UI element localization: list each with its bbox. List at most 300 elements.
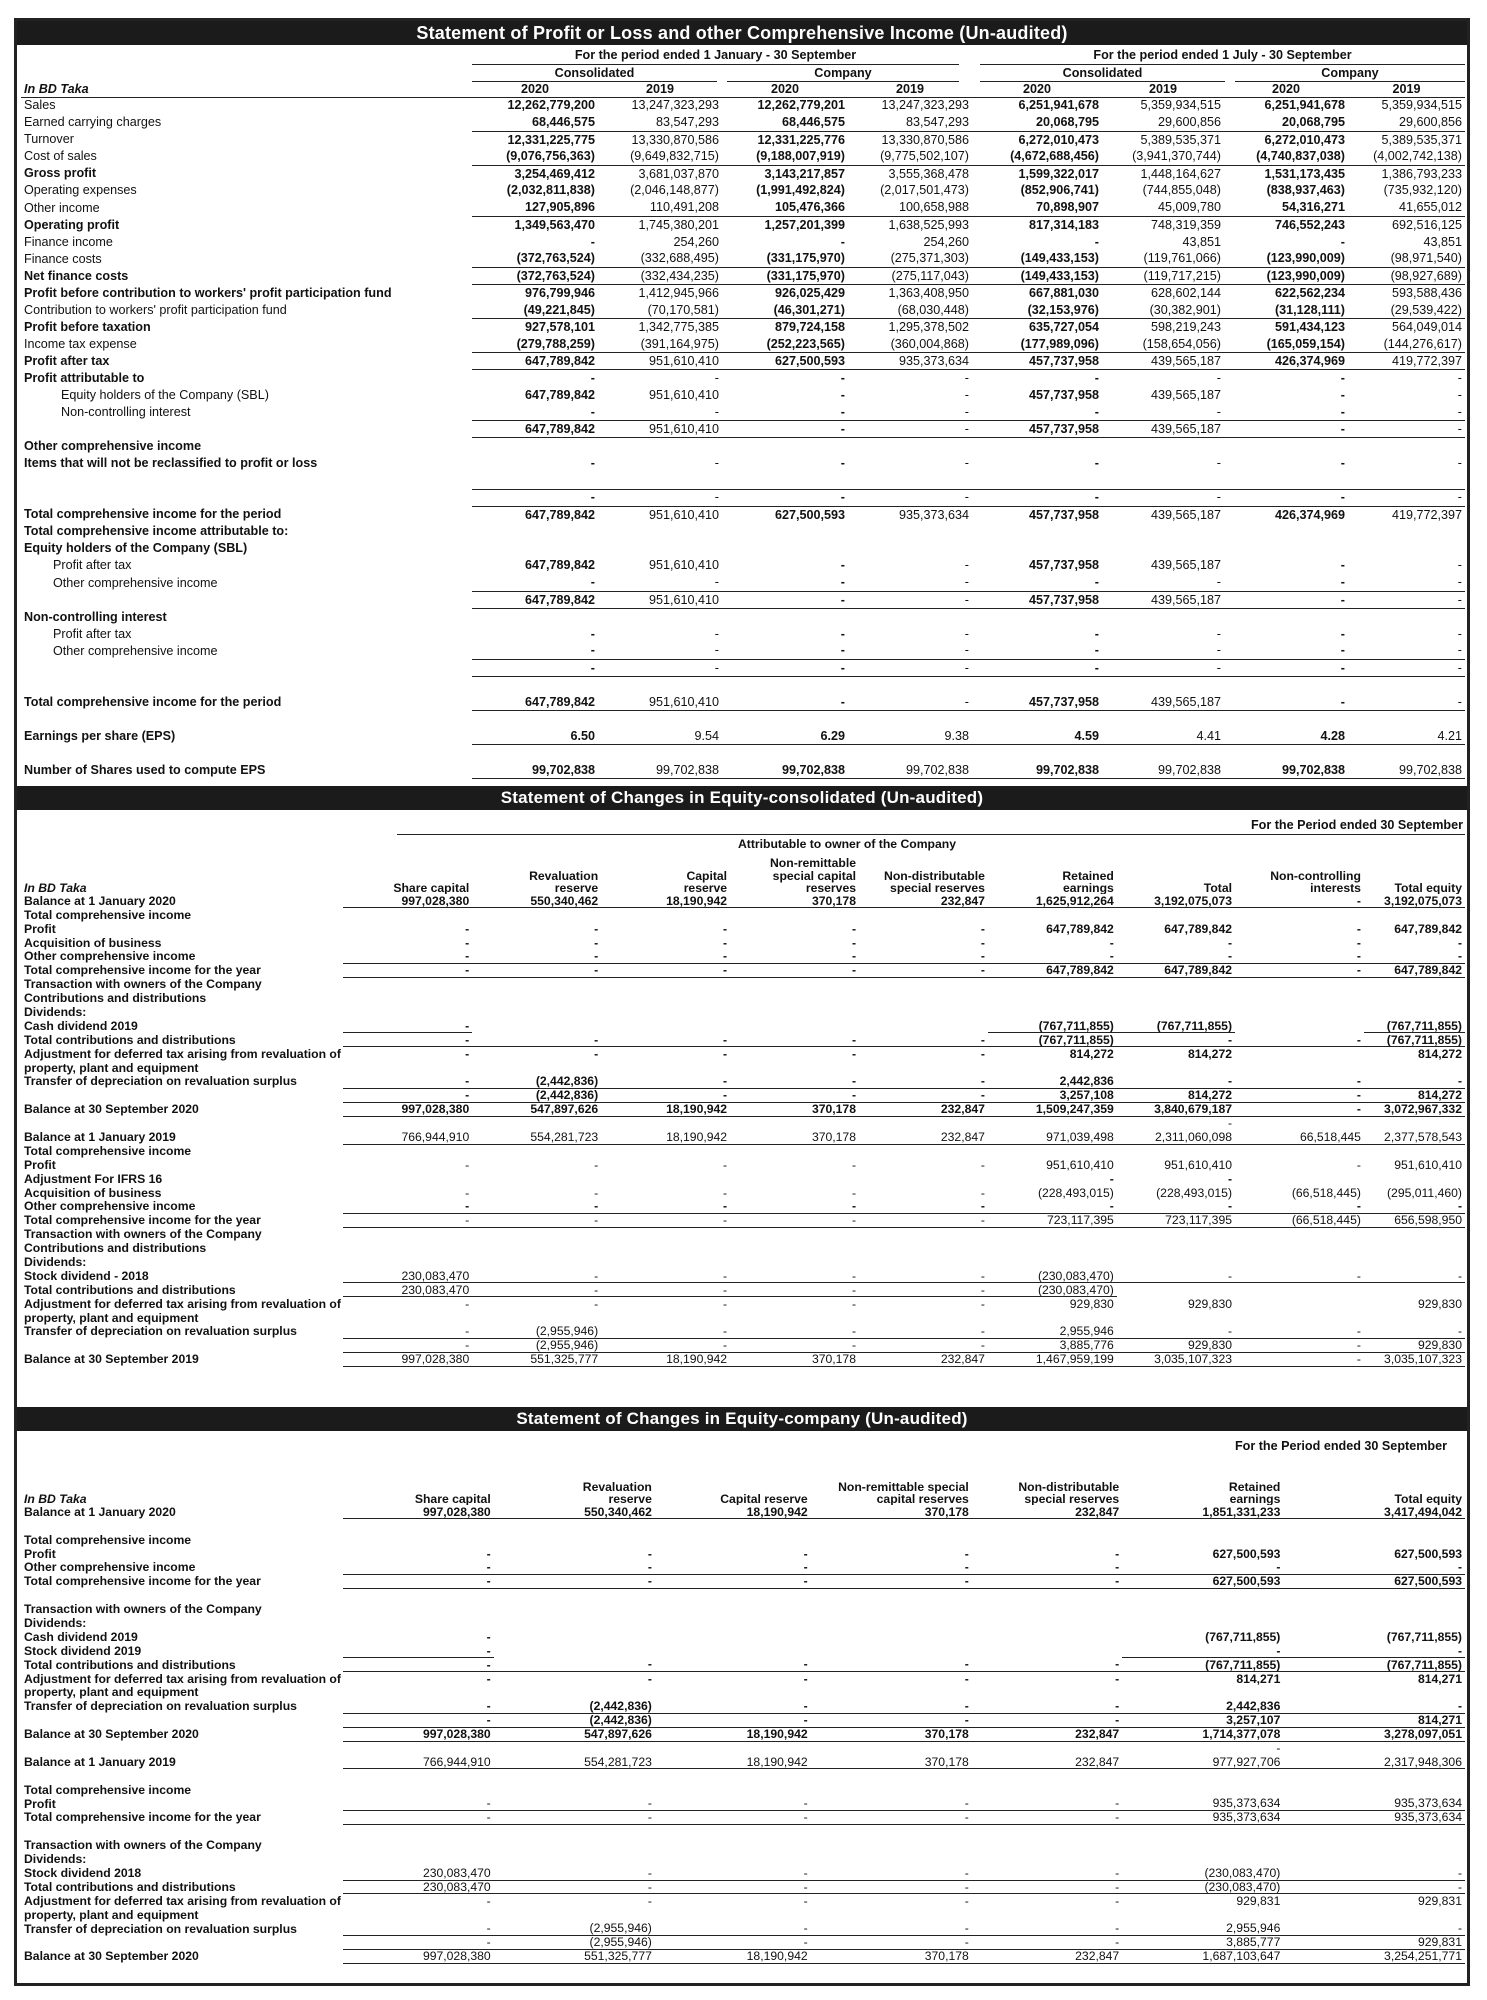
value-cell: 232,847 [972, 1505, 1122, 1519]
value-cell: 12,331,225,776 [757, 132, 845, 147]
value-cell: - [594, 1157, 599, 1172]
value-cell: - [601, 1213, 730, 1227]
value-cell: - [722, 660, 848, 677]
table-row [21, 950, 1465, 964]
table-row [21, 894, 1465, 908]
value-cell: (360,004,868) [848, 336, 972, 353]
value-cell [1235, 1311, 1364, 1325]
value-cell: - [343, 1213, 472, 1227]
value-cell: - [343, 1713, 493, 1727]
value-cell: 99,702,838 [972, 762, 1102, 779]
row-label: Number of Shares used to compute EPS [24, 763, 266, 778]
value-cell: - [1283, 1922, 1465, 1936]
value-cell: - [964, 388, 969, 403]
row-label: Earnings per share (EPS) [24, 728, 176, 743]
row-label: Non-controlling interest [61, 405, 191, 420]
value-cell [972, 1824, 1122, 1838]
table-row [21, 336, 1465, 353]
value-cell: 439,565,187 [1102, 353, 1224, 370]
value-cell [655, 1644, 811, 1658]
table-row [21, 1727, 1465, 1741]
value-cell: - [811, 1699, 972, 1713]
row-label: Total contributions and distributions [24, 1282, 236, 1297]
value-cell: 627,500,593 [1394, 1546, 1462, 1561]
table-row [21, 1200, 1465, 1214]
value-cell [811, 1519, 972, 1533]
value-cell [811, 1783, 972, 1797]
value-cell: - [494, 1561, 655, 1575]
value-cell: - [803, 1894, 808, 1908]
value-cell: - [1283, 1866, 1465, 1880]
value-cell: 18,190,942 [655, 1727, 811, 1741]
table-row [21, 233, 1465, 250]
value-cell: 110,491,208 [598, 199, 722, 216]
value-cell: 951,610,410 [1164, 1157, 1233, 1172]
value-cell: (331,175,970) [722, 267, 848, 284]
value-cell [1117, 1241, 1235, 1255]
value-cell: 1,714,377,078 [1122, 1727, 1283, 1741]
value-cell: (2,955,946) [472, 1339, 601, 1353]
pl-year-header: 2020 [722, 82, 848, 97]
table-row [21, 1838, 1465, 1852]
value-cell [848, 472, 972, 489]
row-label [21, 1339, 343, 1353]
value-cell [1364, 1116, 1465, 1130]
value-cell: - [1457, 626, 1462, 641]
value-cell: - [598, 660, 722, 677]
value-cell [494, 1686, 655, 1700]
value-cell: - [472, 1283, 601, 1297]
value-cell: - [972, 1574, 1122, 1588]
value-cell: (2,442,836) [472, 1075, 601, 1089]
value-cell: 439,565,187 [1102, 694, 1224, 711]
table-row [21, 1519, 1465, 1533]
value-cell [655, 1519, 811, 1533]
table-row [21, 1297, 1465, 1311]
value-cell: - [465, 1296, 470, 1311]
value-cell: 3,035,107,323 [1117, 1352, 1235, 1366]
value-cell [1364, 977, 1465, 991]
value-cell: - [472, 489, 598, 506]
value-cell: (4,672,688,456) [972, 148, 1102, 165]
value-cell [848, 523, 972, 540]
value-cell: - [972, 1713, 1122, 1727]
value-cell [1235, 1255, 1364, 1269]
value-cell [343, 1241, 472, 1255]
value-cell [811, 1686, 972, 1700]
value-cell: 997,028,380 [343, 894, 472, 908]
value-cell: - [859, 963, 988, 977]
value-cell: - [1115, 1671, 1120, 1686]
value-cell: - [1122, 1561, 1283, 1575]
row-label: Total contributions and distributions [24, 1032, 236, 1047]
value-cell: 426,374,969 [1224, 506, 1348, 523]
value-cell [972, 1533, 1122, 1547]
value-cell: - [655, 1713, 811, 1727]
value-cell [1283, 1852, 1465, 1866]
table-row [21, 455, 1465, 472]
value-cell: 723,117,395 [1117, 1213, 1235, 1227]
value-cell [601, 908, 730, 922]
value-cell [1117, 1311, 1235, 1325]
value-cell: - [811, 1561, 972, 1575]
row-label: Profit after tax [24, 353, 110, 368]
table-row [21, 1644, 1465, 1658]
value-cell: 3,035,107,323 [1364, 1352, 1465, 1366]
value-cell: 647,789,842 [472, 421, 598, 438]
value-cell [1283, 1838, 1465, 1852]
value-cell [601, 991, 730, 1005]
value-cell: - [472, 1213, 601, 1227]
value-cell: - [840, 234, 845, 249]
row-label: Contribution to workers' profit participation fund [24, 302, 287, 317]
value-cell [343, 1255, 472, 1269]
value-cell: (66,518,445) [1291, 1185, 1361, 1200]
table-row [21, 1950, 1465, 1964]
value-cell [343, 1533, 493, 1547]
value-cell: - [1457, 388, 1462, 403]
value-cell [655, 1533, 811, 1547]
value-cell: 43,851 [1423, 234, 1462, 249]
pl-q3-consolidated-header: Consolidated [1062, 66, 1143, 80]
row-label: Total contributions and distributions [24, 1880, 236, 1894]
value-cell: - [1348, 591, 1465, 608]
row-label [21, 1088, 343, 1102]
value-cell: 667,881,030 [1028, 285, 1099, 300]
table-row [21, 991, 1465, 1005]
table-row [21, 1741, 1465, 1755]
value-cell: (2,442,836) [472, 1088, 601, 1102]
value-cell: - [343, 1797, 493, 1811]
table-row [21, 591, 1465, 608]
table-row [21, 1824, 1465, 1838]
value-cell: - [1235, 894, 1364, 908]
value-cell: - [859, 1339, 988, 1353]
value-cell [972, 1588, 1122, 1602]
value-cell [343, 1144, 472, 1158]
row-label: Profit before taxation [24, 319, 151, 334]
table-row [21, 1144, 1465, 1158]
row-label: Balance at 30 September 2020 [24, 1102, 199, 1117]
col-header: Retained earnings [1228, 1479, 1281, 1505]
value-cell [1348, 438, 1465, 455]
row-label: Profit after tax [53, 558, 132, 573]
value-cell: - [803, 1671, 808, 1686]
value-cell: (2,032,811,838) [506, 183, 595, 198]
value-cell: - [472, 963, 601, 977]
table-row [21, 523, 1465, 540]
value-cell [1224, 523, 1348, 540]
value-cell: - [972, 1922, 1122, 1936]
value-cell: 951,610,410 [598, 694, 722, 711]
value-cell [1235, 1005, 1364, 1019]
row-label: Stock dividend 2019 [24, 1643, 142, 1658]
value-cell: (98,927,689) [1348, 267, 1465, 284]
value-cell: 3,840,679,187 [1117, 1102, 1235, 1116]
table-row [21, 1797, 1465, 1811]
value-cell: - [723, 921, 728, 936]
value-cell: - [1216, 456, 1221, 471]
row-label: Adjustment for deferred tax arising from revaluation of [24, 1893, 341, 1908]
value-cell: (372,763,524) [472, 250, 598, 267]
value-cell: 457,737,958 [972, 591, 1102, 608]
value-cell [848, 438, 972, 455]
row-label [21, 1713, 343, 1727]
value-cell [494, 1588, 655, 1602]
row-label: Cost of sales [24, 149, 97, 164]
value-cell: 951,610,410 [1046, 1157, 1114, 1172]
row-label: Profit before contribution to workers' profit participation fund [24, 285, 392, 300]
value-cell: (9,076,756,363) [472, 148, 598, 165]
table-row [21, 387, 1465, 404]
row-label: Transfer of depreciation on revaluation surplus [24, 1699, 297, 1714]
value-cell [972, 1630, 1122, 1644]
value-cell [472, 1061, 601, 1075]
value-cell: - [1102, 574, 1224, 591]
value-cell [343, 1227, 472, 1241]
value-cell: - [1115, 1894, 1120, 1908]
value-cell [1348, 540, 1465, 557]
row-label: Transfer of depreciation on revaluation surplus [24, 1921, 297, 1936]
table-row [21, 660, 1465, 677]
value-cell: - [1348, 574, 1465, 591]
value-cell: (149,433,153) [972, 250, 1102, 267]
value-cell: 13,330,870,586 [881, 132, 969, 147]
financial-statement-page [14, 18, 1470, 1986]
row-label: Total comprehensive income [24, 1532, 192, 1547]
row-label: Balance at 1 January 2020 [24, 894, 176, 908]
value-cell [472, 608, 598, 625]
value-cell [1235, 1172, 1364, 1186]
value-cell: - [343, 1922, 493, 1936]
value-cell: - [1117, 1075, 1235, 1089]
col-header: Revaluation reserve [582, 1479, 652, 1505]
row-label: Net finance costs [24, 268, 129, 283]
value-cell: - [1356, 1157, 1361, 1172]
value-cell [343, 1005, 472, 1019]
row-label: Profit [24, 1546, 56, 1561]
value-cell [598, 608, 722, 625]
row-label: Total comprehensive income for the period [24, 507, 282, 522]
col-header: Non-distributable special reserves [1018, 1479, 1120, 1505]
value-cell: - [972, 1811, 1122, 1825]
value-cell [343, 1783, 493, 1797]
value-cell: - [465, 935, 470, 950]
ce-consolidated-header-row [21, 850, 1465, 894]
value-cell: (2,442,836) [494, 1699, 655, 1713]
value-cell [472, 523, 598, 540]
value-cell: - [1364, 1269, 1465, 1283]
value-cell: 18,190,942 [601, 1352, 730, 1366]
value-cell: 457,737,958 [972, 506, 1102, 523]
row-label [21, 489, 472, 506]
value-cell [1364, 1172, 1465, 1186]
value-cell [1117, 991, 1235, 1005]
value-cell: - [655, 1936, 811, 1950]
value-cell: - [590, 234, 595, 249]
table-row [21, 557, 1465, 574]
value-cell: (275,371,303) [848, 250, 972, 267]
value-cell: (767,711,855) [1117, 1019, 1235, 1033]
value-cell: 5,389,535,371 [1140, 132, 1221, 147]
value-cell: - [472, 1033, 601, 1047]
value-cell [972, 1644, 1122, 1658]
value-cell: - [859, 1325, 988, 1339]
value-cell: 3,192,075,073 [1117, 894, 1235, 908]
table-row [21, 1311, 1465, 1325]
value-cell: - [472, 1269, 601, 1283]
row-label: Total comprehensive income [24, 907, 192, 922]
table-row [21, 1547, 1465, 1561]
value-cell: 54,316,271 [1224, 199, 1348, 216]
value-cell: 814,272 [1417, 1046, 1462, 1061]
value-cell: 1,295,378,502 [888, 320, 969, 335]
value-cell: 5,389,535,371 [1381, 132, 1462, 147]
value-cell: 635,727,054 [1028, 320, 1099, 335]
value-cell [1117, 908, 1235, 922]
value-cell: - [655, 1866, 811, 1880]
value-cell: 83,547,293 [848, 114, 972, 131]
value-cell: (767,711,855) [1364, 1019, 1465, 1033]
value-cell: 99,702,838 [1348, 762, 1465, 779]
value-cell: - [1457, 935, 1462, 950]
row-label: Non-controlling interest [24, 609, 167, 624]
value-cell: 1,349,563,470 [514, 217, 595, 232]
value-cell [343, 1686, 493, 1700]
value-cell: 1,638,525,993 [888, 217, 969, 232]
value-cell: 647,789,842 [1394, 921, 1462, 936]
value-cell: 935,373,634 [848, 353, 972, 370]
value-cell: - [494, 1658, 655, 1672]
pl-currency-label: In BD Taka [21, 82, 472, 97]
value-cell: - [343, 1019, 472, 1033]
row-label [21, 591, 472, 608]
ce-company-table [21, 1461, 1465, 1964]
value-cell [655, 1616, 811, 1630]
value-cell: (735,932,120) [1383, 183, 1462, 198]
value-cell [1122, 1908, 1283, 1922]
value-cell [601, 1227, 730, 1241]
value-cell: - [1102, 643, 1224, 660]
value-cell: (391,164,975) [598, 336, 722, 353]
table-row [21, 1686, 1465, 1700]
table-row [21, 1852, 1465, 1866]
value-cell: 1,448,164,627 [1140, 166, 1221, 181]
value-cell: 457,737,958 [1028, 388, 1099, 403]
value-cell [1122, 1686, 1283, 1700]
table-row [21, 1130, 1465, 1144]
value-cell: 547,897,626 [494, 1727, 655, 1741]
value-cell: (9,188,007,919) [722, 148, 848, 165]
value-cell [472, 977, 601, 991]
value-cell: 370,178 [730, 894, 859, 908]
value-cell: - [730, 1213, 859, 1227]
value-cell [1235, 1283, 1364, 1297]
value-cell: - [655, 1797, 811, 1811]
table-row [21, 1630, 1465, 1644]
ce-company-period: For the Period ended 30 September [1234, 1439, 1447, 1453]
value-cell [811, 1533, 972, 1547]
value-cell [1283, 1519, 1465, 1533]
value-cell: - [1283, 1880, 1465, 1894]
value-cell: (230,083,470) [988, 1269, 1117, 1283]
value-cell [811, 1616, 972, 1630]
value-cell: - [1348, 489, 1465, 506]
value-cell: 564,049,014 [1391, 320, 1462, 335]
value-cell [1348, 608, 1465, 625]
value-cell [972, 540, 1102, 557]
value-cell [730, 1116, 859, 1130]
value-cell [859, 977, 988, 991]
value-cell [1122, 1616, 1283, 1630]
table-row [21, 1019, 1465, 1033]
value-cell: 723,117,395 [988, 1213, 1117, 1227]
value-cell: - [840, 371, 845, 386]
value-cell [1117, 1283, 1235, 1297]
value-cell: - [1235, 963, 1364, 977]
value-cell [601, 1172, 730, 1186]
row-label: Equity holders of the Company (SBL) [24, 541, 248, 556]
value-cell: - [980, 1185, 985, 1200]
table-row [21, 1047, 1465, 1061]
table-row [21, 936, 1465, 950]
row-label: Sales [24, 98, 56, 113]
value-cell [1235, 1061, 1364, 1075]
value-cell: 814,271 [1417, 1671, 1462, 1686]
pl-period-q3: For the period ended 1 July - 30 September [1093, 48, 1352, 62]
spacer-cell [21, 711, 1465, 728]
table-row [21, 762, 1465, 779]
pl-title: Statement of Profit or Loss and other Comprehensive Income (Un-audited) [17, 21, 1467, 45]
value-cell: - [594, 1296, 599, 1311]
value-cell [494, 1769, 655, 1783]
value-cell [859, 1116, 988, 1130]
value-cell [1117, 1255, 1235, 1269]
table-row [21, 574, 1465, 591]
value-cell [1364, 991, 1465, 1005]
value-cell [494, 1644, 655, 1658]
value-cell: - [1364, 1075, 1465, 1089]
value-cell: - [851, 1185, 856, 1200]
value-cell: - [1235, 1033, 1364, 1047]
value-cell: - [343, 1075, 472, 1089]
value-cell: 598,219,243 [1150, 320, 1221, 335]
value-cell: 66,518,445 [1235, 1130, 1364, 1144]
value-cell [972, 1741, 1122, 1755]
value-cell: - [1117, 950, 1235, 964]
value-cell: - [972, 1561, 1122, 1575]
value-cell [811, 1741, 972, 1755]
value-cell: - [1117, 1200, 1235, 1214]
value-cell: - [1364, 1325, 1465, 1339]
table-row [21, 1227, 1465, 1241]
value-cell: - [1340, 558, 1345, 573]
value-cell: - [1364, 950, 1465, 964]
value-cell: 230,083,470 [343, 1880, 493, 1894]
table-row [21, 148, 1465, 165]
value-cell [811, 1852, 972, 1866]
value-cell: - [1109, 935, 1114, 950]
value-cell: - [972, 1866, 1122, 1880]
value-cell: - [859, 950, 988, 964]
table-row [21, 963, 1465, 977]
value-cell: 647,789,842 [472, 591, 598, 608]
value-cell [655, 1908, 811, 1922]
value-cell: (332,434,235) [598, 267, 722, 284]
value-cell: - [1227, 935, 1233, 950]
value-cell: - [1356, 921, 1361, 936]
value-cell: 1,599,322,017 [1018, 166, 1099, 181]
